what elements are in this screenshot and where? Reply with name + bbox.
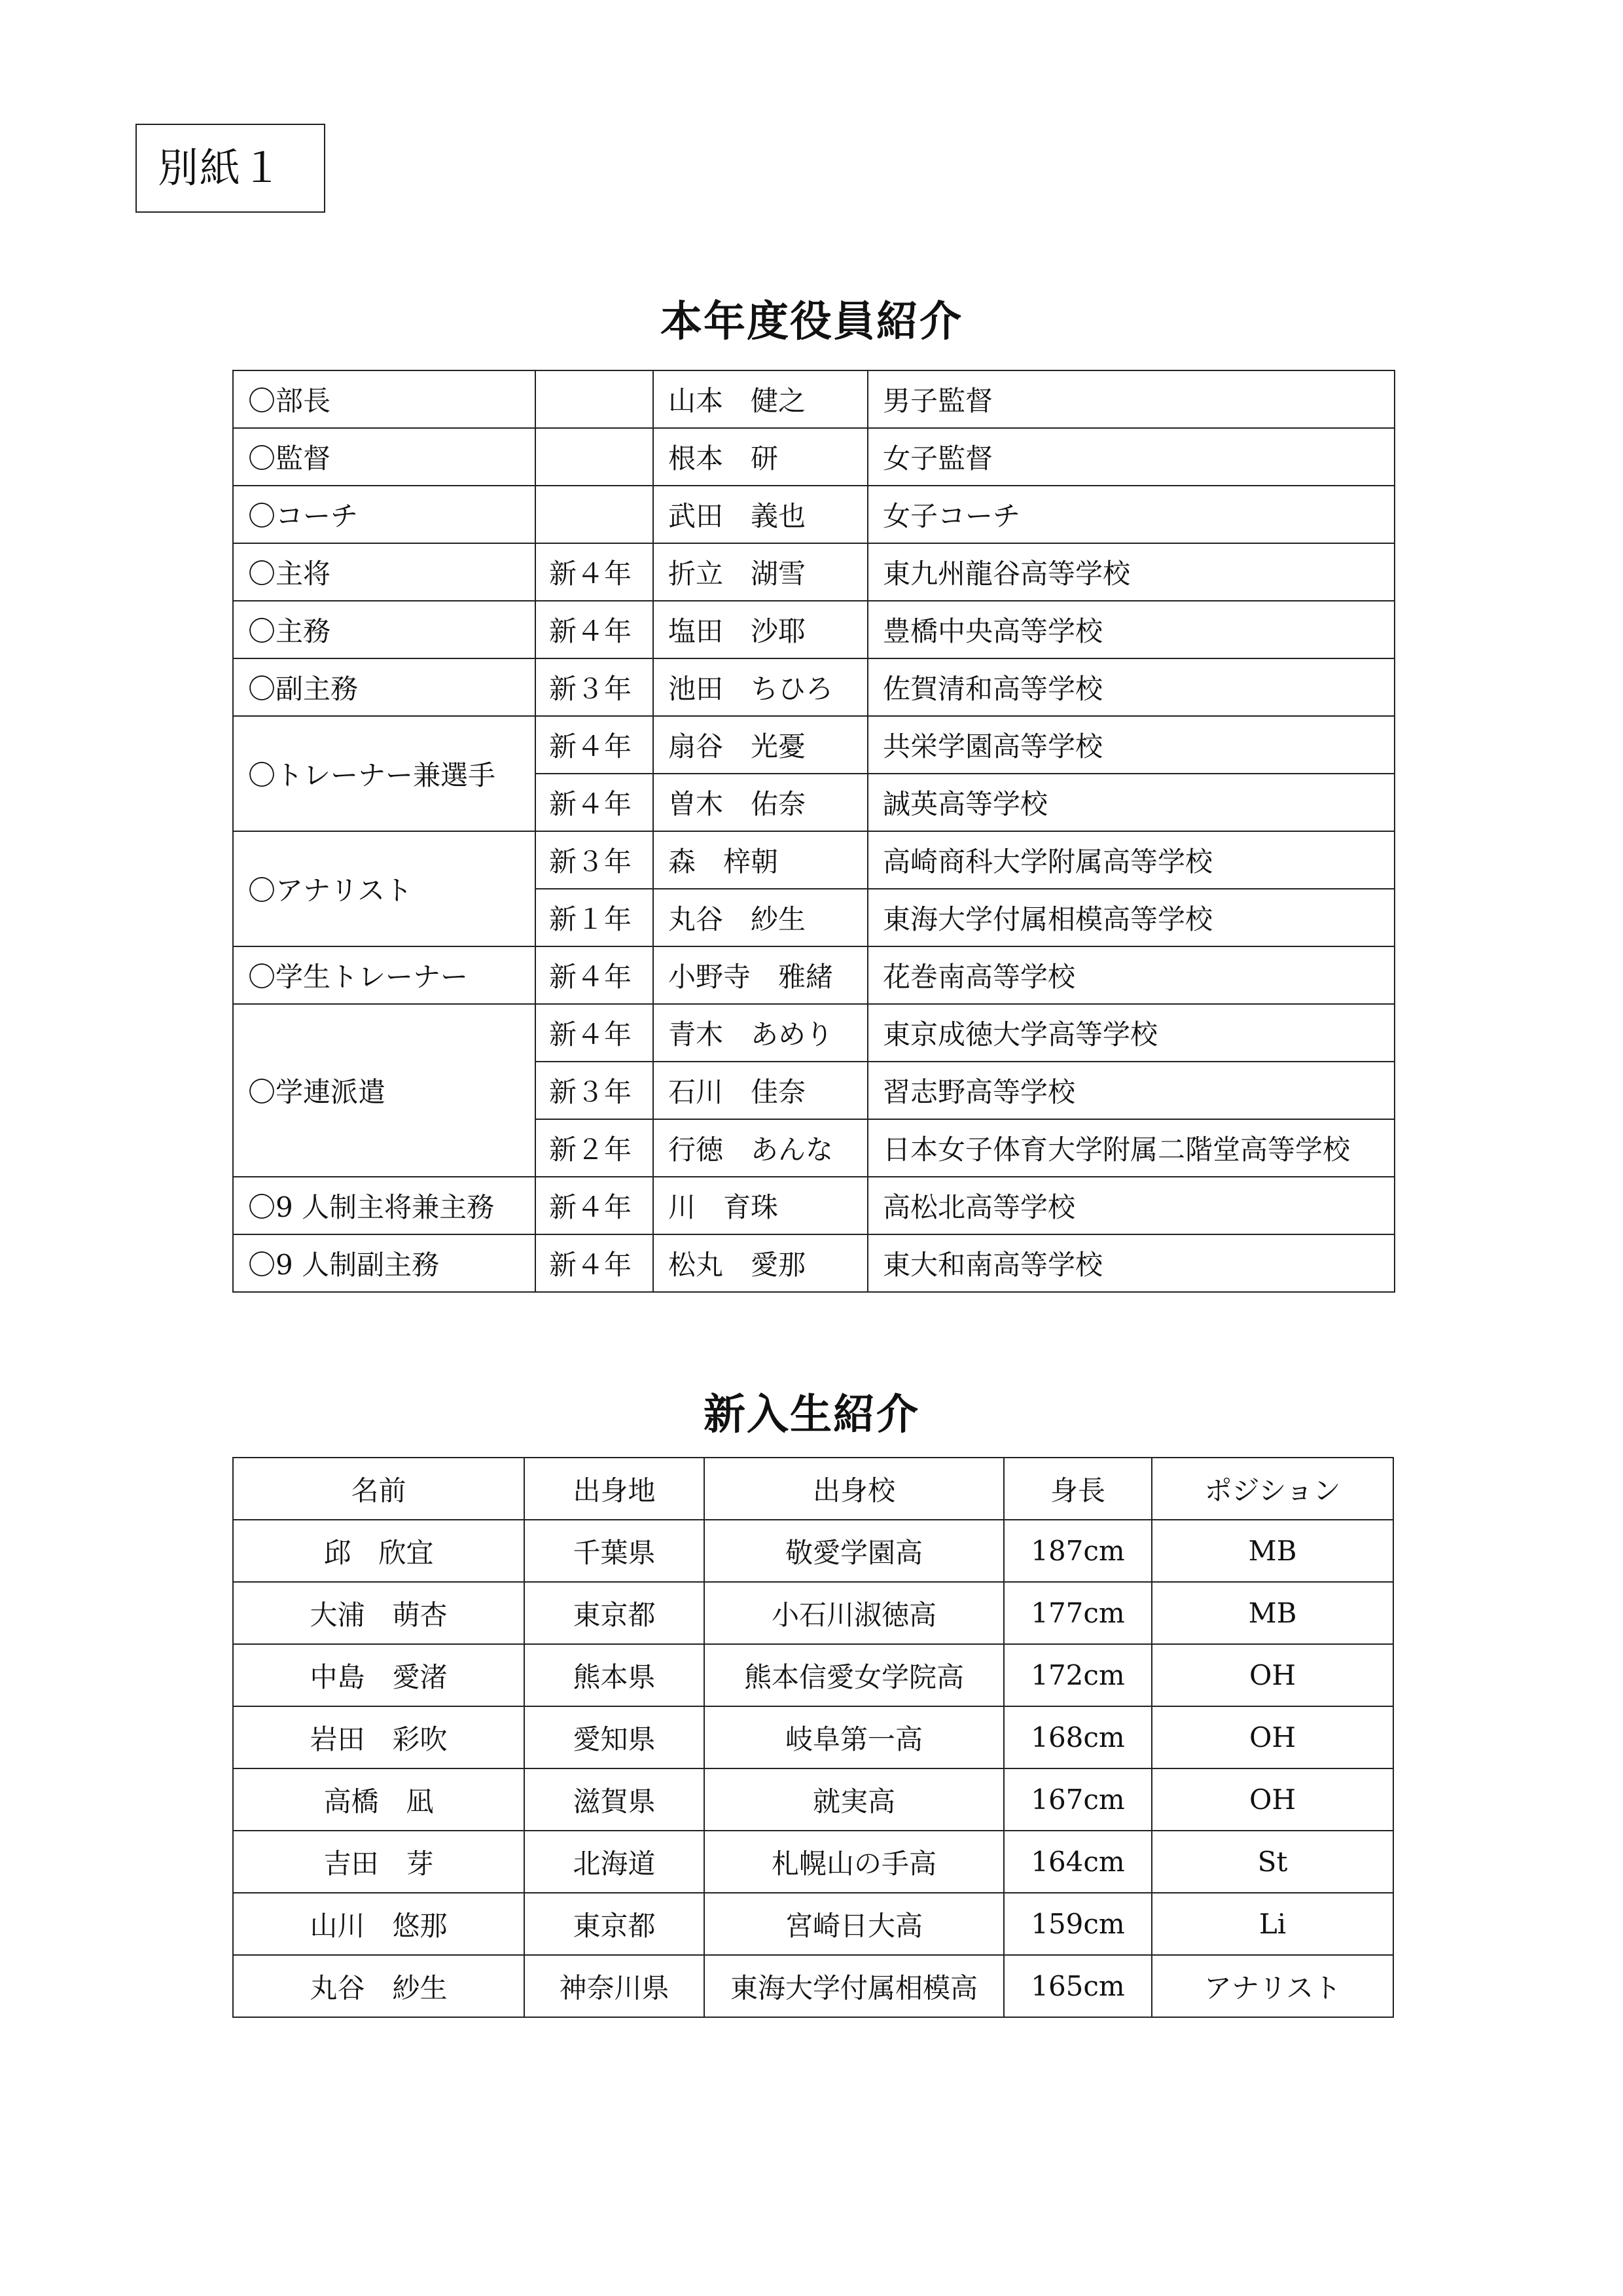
officer-row (233, 658, 1395, 716)
officer-affiliation: 習志野高等学校 (868, 1062, 1395, 1119)
officer-affiliation: 高松北高等学校 (868, 1177, 1395, 1234)
officer-name: 折立 湖雪 (653, 543, 868, 601)
officer-class: 新４年 (535, 1004, 653, 1062)
officer-affiliation: 東大和南高等学校 (868, 1234, 1395, 1292)
officer-class: 新１年 (535, 889, 653, 946)
officer-name: 小野寺 雅緒 (653, 946, 868, 1004)
freshman-row (233, 1644, 1393, 1706)
officer-row (233, 946, 1395, 1004)
officer-name: 扇谷 光憂 (653, 716, 868, 774)
freshman-cell: 滋賀県 (524, 1768, 704, 1831)
officer-name: 川 育珠 (653, 1177, 868, 1234)
officer-affiliation: 男子監督 (868, 370, 1395, 428)
officer-row (233, 1177, 1395, 1234)
freshman-cell: OH (1152, 1644, 1393, 1706)
freshmen-header-cell: 身長 (1004, 1458, 1152, 1520)
freshman-cell: 172cm (1004, 1644, 1152, 1706)
freshman-cell: 愛知県 (524, 1706, 704, 1768)
freshman-cell: 岩田 彩吹 (233, 1706, 524, 1768)
officers-table (232, 370, 1395, 1293)
officer-role: 〇主将 (233, 543, 535, 601)
freshmen-table (232, 1457, 1394, 2018)
freshman-cell: 大浦 萌杏 (233, 1582, 524, 1644)
officer-row (233, 543, 1395, 601)
officer-name: 松丸 愛那 (653, 1234, 868, 1292)
officer-role: 〇監督 (233, 428, 535, 486)
freshman-cell: 宮崎日大高 (704, 1893, 1004, 1955)
officer-affiliation: 共栄学園高等学校 (868, 716, 1395, 774)
officer-name: 丸谷 紗生 (653, 889, 868, 946)
officer-affiliation: 高崎商科大学附属高等学校 (868, 831, 1395, 889)
officer-row (233, 486, 1395, 543)
freshman-cell: 邱 欣宜 (233, 1520, 524, 1582)
freshman-cell: MB (1152, 1582, 1393, 1644)
freshman-cell: 168cm (1004, 1706, 1152, 1768)
freshman-cell: 159cm (1004, 1893, 1152, 1955)
officer-name: 森 梓朝 (653, 831, 868, 889)
freshmen-header-cell: 出身校 (704, 1458, 1004, 1520)
freshman-cell: OH (1152, 1768, 1393, 1831)
officer-name: 塩田 沙耶 (653, 601, 868, 658)
freshman-cell: 東京都 (524, 1582, 704, 1644)
officer-role: 〇アナリスト (233, 831, 535, 946)
officer-class: 新４年 (535, 946, 653, 1004)
officer-class: 新４年 (535, 543, 653, 601)
freshman-cell: 吉田 芽 (233, 1831, 524, 1893)
officer-class: 新４年 (535, 1234, 653, 1292)
officer-class: 新３年 (535, 831, 653, 889)
officer-affiliation: 誠英高等学校 (868, 774, 1395, 831)
officer-role: 〇副主務 (233, 658, 535, 716)
freshman-cell: 177cm (1004, 1582, 1152, 1644)
officer-affiliation: 女子コーチ (868, 486, 1395, 543)
freshman-cell: 熊本信愛女学院高 (704, 1644, 1004, 1706)
officers-title: 本年度役員紹介 (660, 297, 963, 346)
freshmen-title: 新入生紹介 (704, 1390, 919, 1439)
freshman-row (233, 1706, 1393, 1768)
officer-affiliation: 東九州龍谷高等学校 (868, 543, 1395, 601)
officer-row (233, 1004, 1395, 1062)
freshman-row (233, 1893, 1393, 1955)
freshman-row (233, 1768, 1393, 1831)
officer-name: 池田 ちひろ (653, 658, 868, 716)
officer-affiliation: 東海大学付属相模高等学校 (868, 889, 1395, 946)
freshman-cell: 千葉県 (524, 1520, 704, 1582)
freshman-cell: 北海道 (524, 1831, 704, 1893)
officer-affiliation: 東京成徳大学高等学校 (868, 1004, 1395, 1062)
freshman-cell: 東海大学付属相模高 (704, 1955, 1004, 2017)
freshman-cell: 164cm (1004, 1831, 1152, 1893)
officer-row (233, 601, 1395, 658)
officer-class: 新３年 (535, 658, 653, 716)
freshman-cell: アナリスト (1152, 1955, 1393, 2017)
officer-role: 〇コーチ (233, 486, 535, 543)
officer-class (535, 370, 653, 428)
officer-row (233, 370, 1395, 428)
officer-name: 曽木 佑奈 (653, 774, 868, 831)
freshman-cell: MB (1152, 1520, 1393, 1582)
freshman-cell: 165cm (1004, 1955, 1152, 2017)
officer-class: 新４年 (535, 716, 653, 774)
freshman-cell: 山川 悠那 (233, 1893, 524, 1955)
officer-role: 〇9 人制副主務 (233, 1234, 535, 1292)
officer-class: 新３年 (535, 1062, 653, 1119)
freshman-row (233, 1831, 1393, 1893)
officer-affiliation: 豊橋中央高等学校 (868, 601, 1395, 658)
freshmen-header-cell: 名前 (233, 1458, 524, 1520)
officer-class: 新４年 (535, 601, 653, 658)
freshman-cell: 神奈川県 (524, 1955, 704, 2017)
freshman-cell: Li (1152, 1893, 1393, 1955)
freshman-cell: 高橋 凪 (233, 1768, 524, 1831)
officer-role: 〇9 人制主将兼主務 (233, 1177, 535, 1234)
officer-role: 〇主務 (233, 601, 535, 658)
freshman-row (233, 1520, 1393, 1582)
officer-affiliation: 日本女子体育大学附属二階堂高等学校 (868, 1119, 1395, 1177)
freshman-cell: 熊本県 (524, 1644, 704, 1706)
officer-row (233, 428, 1395, 486)
freshmen-header-cell: ポジション (1152, 1458, 1393, 1520)
officer-row (233, 716, 1395, 774)
freshman-cell: 丸谷 紗生 (233, 1955, 524, 2017)
freshman-cell: 札幌山の手高 (704, 1831, 1004, 1893)
freshman-cell: 東京都 (524, 1893, 704, 1955)
freshman-cell: 187cm (1004, 1520, 1152, 1582)
officer-class: 新２年 (535, 1119, 653, 1177)
officer-name: 石川 佳奈 (653, 1062, 868, 1119)
officer-name: 行徳 あんな (653, 1119, 868, 1177)
officer-name: 武田 義也 (653, 486, 868, 543)
freshman-cell: 敬愛学園高 (704, 1520, 1004, 1582)
freshman-cell: 岐阜第一高 (704, 1706, 1004, 1768)
officer-role: 〇学生トレーナー (233, 946, 535, 1004)
freshman-cell: 中島 愛渚 (233, 1644, 524, 1706)
freshman-cell: 167cm (1004, 1768, 1152, 1831)
freshman-cell: OH (1152, 1706, 1393, 1768)
officer-class (535, 428, 653, 486)
officer-class (535, 486, 653, 543)
freshman-cell: 就実高 (704, 1768, 1004, 1831)
officer-role: 〇学連派遣 (233, 1004, 535, 1177)
officer-role: 〇部長 (233, 370, 535, 428)
officer-affiliation: 花巻南高等学校 (868, 946, 1395, 1004)
officer-class: 新４年 (535, 774, 653, 831)
officer-name: 山本 健之 (653, 370, 868, 428)
freshmen-header-cell: 出身地 (524, 1458, 704, 1520)
freshman-cell: St (1152, 1831, 1393, 1893)
officer-affiliation: 女子監督 (868, 428, 1395, 486)
freshman-row (233, 1582, 1393, 1644)
officer-name: 根本 研 (653, 428, 868, 486)
officer-affiliation: 佐賀清和高等学校 (868, 658, 1395, 716)
attachment-label: 別紙１ (135, 124, 325, 213)
freshman-cell: 小石川淑徳高 (704, 1582, 1004, 1644)
officer-role: 〇トレーナー兼選手 (233, 716, 535, 831)
freshman-row (233, 1955, 1393, 2017)
officer-row (233, 1234, 1395, 1292)
officer-name: 青木 あめり (653, 1004, 868, 1062)
officer-row (233, 831, 1395, 889)
officer-class: 新４年 (535, 1177, 653, 1234)
